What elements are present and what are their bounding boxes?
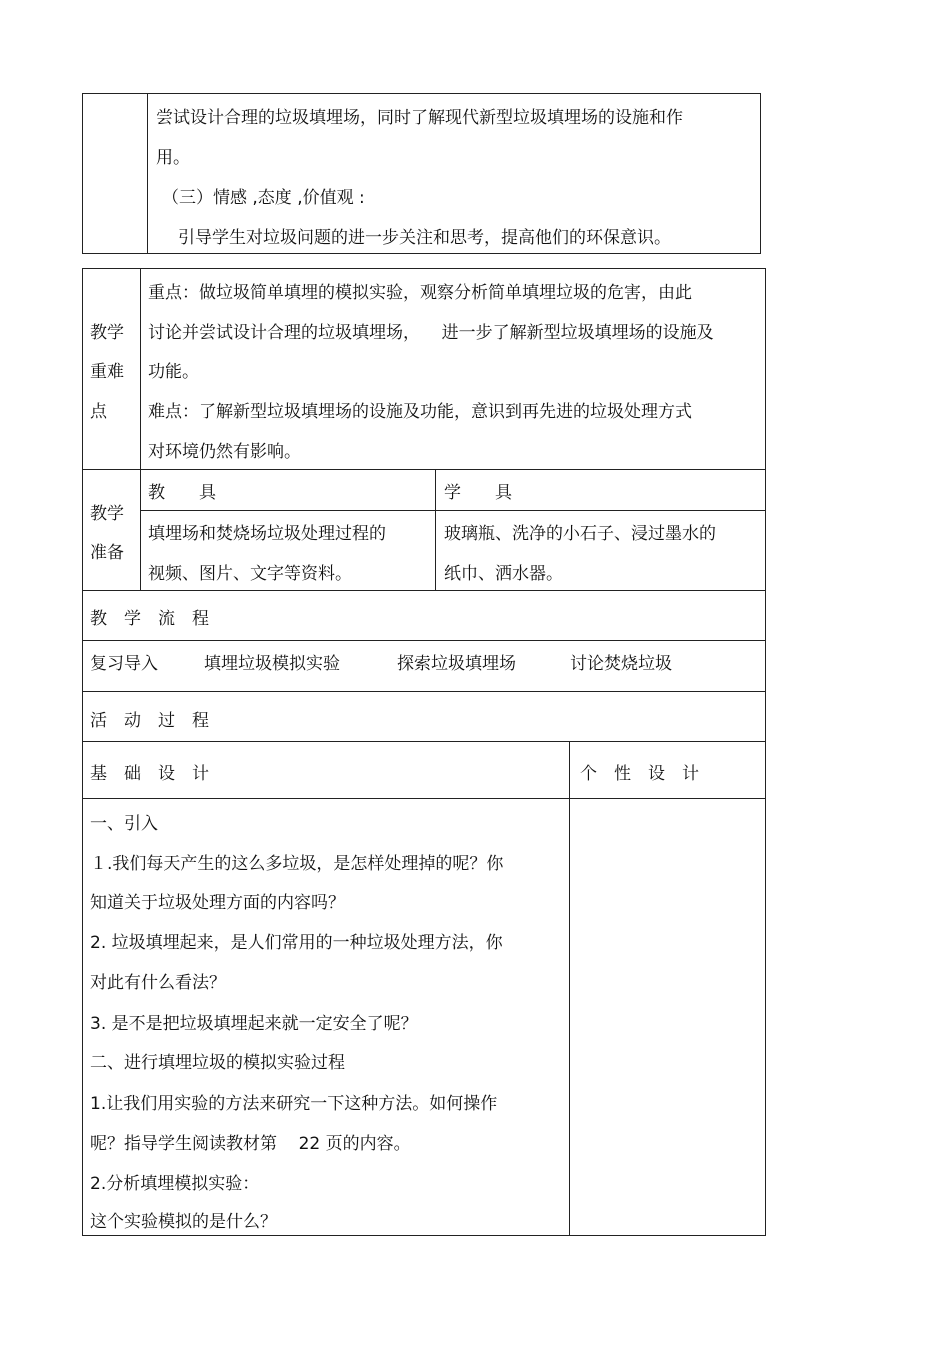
process-line-9: 呢？指导学生阅读教材第 22 页的内容。	[90, 1134, 411, 1154]
flow-step-1: 复习导入	[90, 654, 158, 674]
teacher-tools-header: 教 具	[148, 483, 216, 503]
prep-label-1: 教学	[90, 504, 124, 524]
process-line-7: 二、进行填埋垃圾的模拟实验过程	[90, 1053, 345, 1073]
difficulty-label-3: 点	[90, 402, 107, 422]
top-line-2: 用。	[156, 148, 190, 168]
process-line-6: 3. 是不是把垃圾填埋起来就一定安全了呢？	[90, 1014, 418, 1034]
top-line-4: 引导学生对垃圾问题的进一步关注和思考，提高他们的环保意识。	[178, 228, 671, 248]
process-line-1: 一、引入	[90, 814, 158, 834]
student-tools-line-2: 纸巾、洒水器。	[444, 564, 563, 584]
top-line-3: （三）情感 ,态度 ,价值观 :	[162, 188, 365, 208]
row-divider	[82, 590, 766, 591]
process-line-3: 知道关于垃圾处理方面的内容吗？	[90, 893, 345, 913]
process-line-11: 这个实验模拟的是什么？	[90, 1212, 277, 1232]
difficulty-line-2: 讨论并尝试设计合理的垃圾填埋场， 进一步了解新型垃圾填埋场的设施及	[148, 323, 714, 343]
process-title: 活 动 过 程	[90, 711, 209, 731]
flow-step-2: 填埋垃圾模拟实验	[204, 654, 340, 674]
process-line-10: 2.分析填埋模拟实验：	[90, 1174, 260, 1194]
top-line-1: 尝试设计合理的垃圾填埋场，同时了解现代新型垃圾填埋场的设施和作	[156, 108, 683, 128]
prep-col-divider	[435, 469, 436, 590]
student-tools-line-1: 玻璃瓶、洗净的小石子、浸过墨水的	[444, 524, 716, 544]
teacher-tools-line-2: 视频、图片、文字等资料。	[148, 564, 352, 584]
flow-step-3: 探索垃圾填埋场	[397, 654, 516, 674]
process-line-2: １.我们每天产生的这么多垃圾，是怎样处理掉的呢？你	[90, 854, 504, 874]
prep-label-2: 准备	[90, 543, 124, 563]
process-line-4: 2. 垃圾填埋起来，是人们常用的一种垃圾处理方法，你	[90, 933, 503, 953]
flow-title: 教 学 流 程	[90, 609, 209, 629]
prep-header-divider	[140, 510, 766, 511]
difficulty-line-1: 重点：做垃圾简单填埋的模拟实验，观察分析简单填埋垃圾的危害，由此	[148, 283, 692, 303]
design-col-divider	[569, 741, 570, 1236]
personal-design-header: 个 性 设 计	[580, 764, 699, 784]
row-divider	[82, 691, 766, 692]
student-tools-header: 学 具	[444, 483, 512, 503]
difficulty-divider	[140, 268, 141, 590]
teacher-tools-line-1: 填埋场和焚烧场垃圾处理过程的	[148, 524, 386, 544]
difficulty-line-4: 难点：了解新型垃圾填埋场的设施及功能，意识到再先进的垃圾处理方式	[148, 402, 692, 422]
design-header-divider	[82, 798, 766, 799]
process-line-8: 1.让我们用实验的方法来研究一下这种方法。如何操作	[90, 1094, 498, 1114]
basic-design-header: 基 础 设 计	[90, 764, 209, 784]
difficulty-label-1: 教学	[90, 323, 124, 343]
difficulty-label-2: 重难	[90, 362, 124, 382]
flow-step-4: 讨论焚烧垃圾	[570, 654, 672, 674]
row-divider	[82, 741, 766, 742]
process-line-5: 对此有什么看法？	[90, 973, 226, 993]
top-table-divider	[147, 93, 148, 254]
row-divider	[82, 469, 766, 470]
row-divider	[82, 640, 766, 641]
difficulty-line-3: 功能。	[148, 362, 199, 382]
difficulty-line-5: 对环境仍然有影响。	[148, 442, 301, 462]
